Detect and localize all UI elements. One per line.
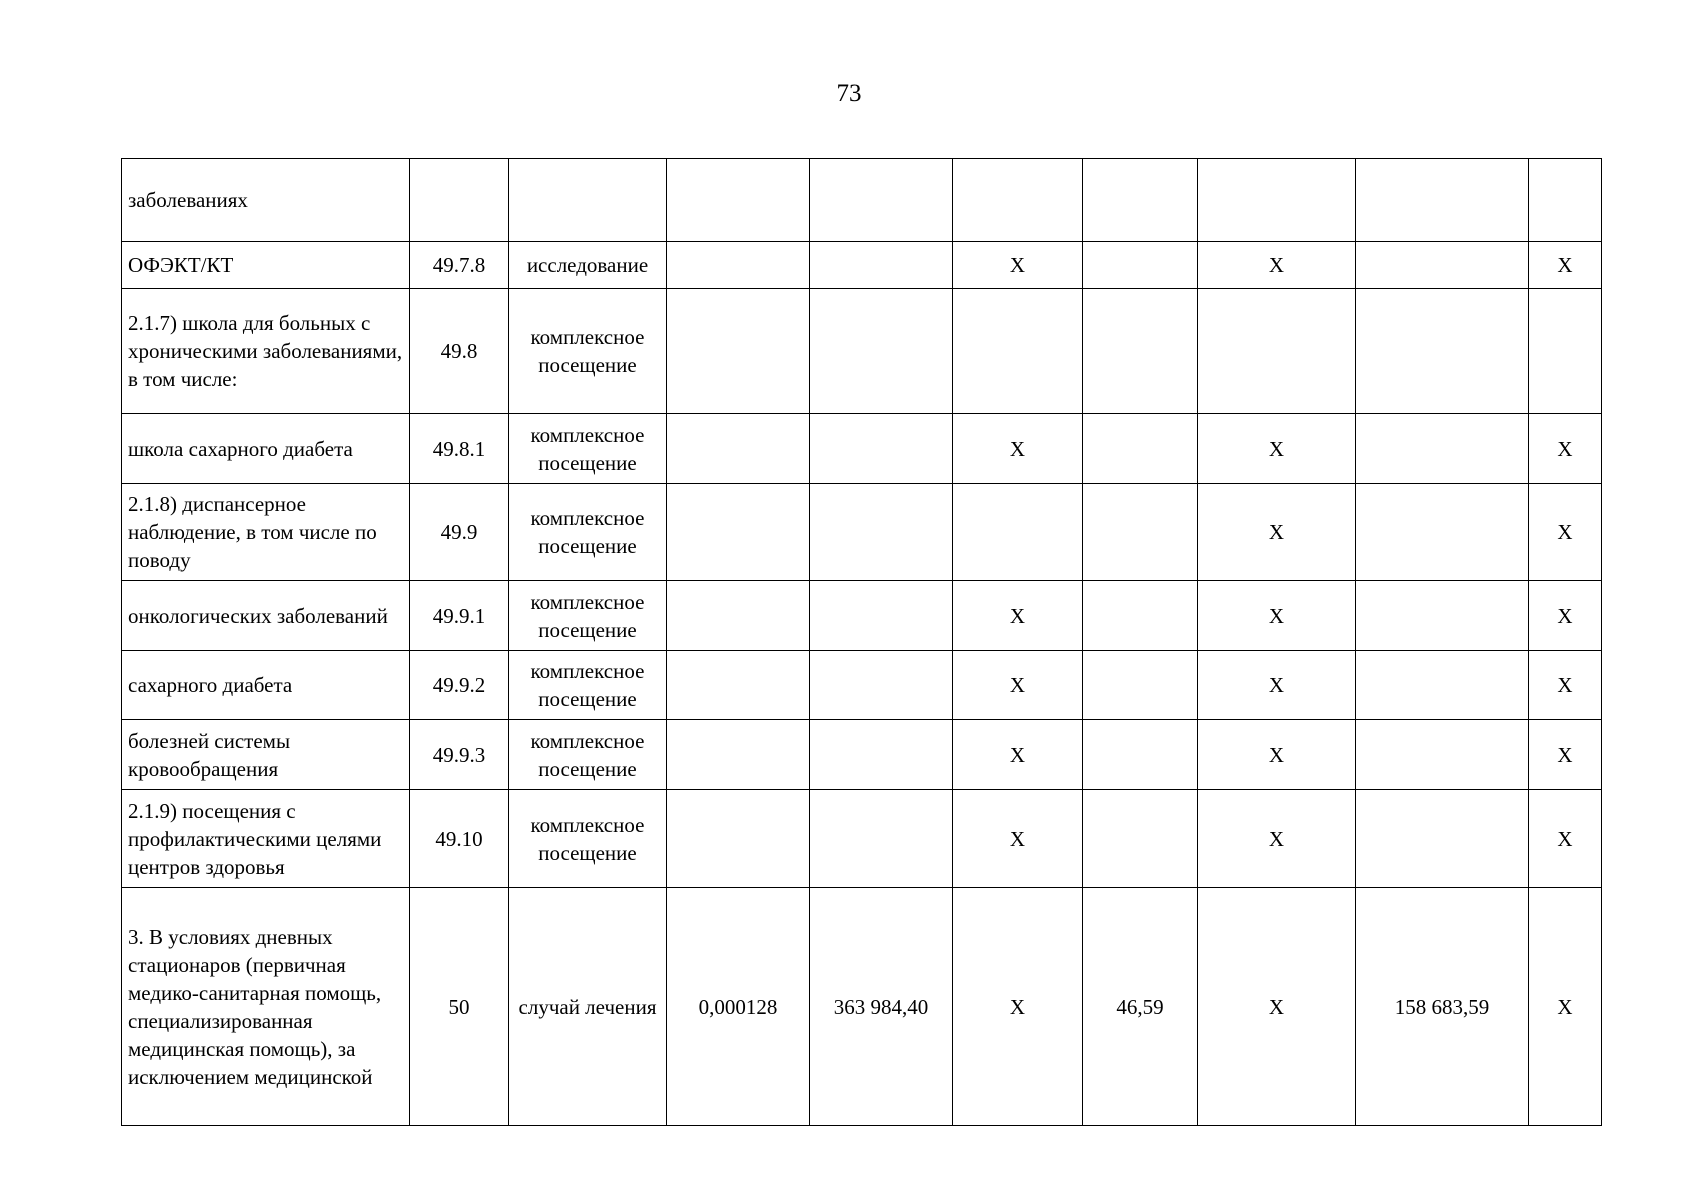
code-cell: 49.7.8 <box>410 242 509 289</box>
value-cell: 46,59 <box>1083 888 1198 1126</box>
value-cell <box>667 159 810 242</box>
code-cell: 49.10 <box>410 790 509 888</box>
value-cell: X <box>1529 484 1602 581</box>
row-name-cell: 2.1.7) школа для больных с хроническими заболеваниями, в том числе: <box>122 289 410 414</box>
table-row <box>122 790 1602 888</box>
value-cell: X <box>953 790 1083 888</box>
value-cell: 0,000128 <box>667 888 810 1126</box>
value-cell <box>667 289 810 414</box>
value-cell <box>667 651 810 720</box>
value-cell <box>953 484 1083 581</box>
code-cell: 49.9.3 <box>410 720 509 790</box>
value-cell: X <box>1198 790 1356 888</box>
code-cell: 49.9 <box>410 484 509 581</box>
value-cell: X <box>953 414 1083 484</box>
value-cell <box>1356 159 1529 242</box>
unit-cell <box>509 159 667 242</box>
value-cell <box>667 484 810 581</box>
value-cell <box>1356 242 1529 289</box>
unit-cell: случай лечения <box>509 888 667 1126</box>
value-cell <box>1083 581 1198 651</box>
code-cell: 50 <box>410 888 509 1126</box>
value-cell <box>1356 720 1529 790</box>
value-cell: X <box>1198 484 1356 581</box>
unit-cell: комплексное посещение <box>509 720 667 790</box>
value-cell: 158 683,59 <box>1356 888 1529 1126</box>
value-cell <box>1083 289 1198 414</box>
row-name-cell: 3. В условиях дневных стационаров (первичная медико-санитарная помощь, специализированная медицинская помощь), за исключением медицинской <box>122 888 410 1126</box>
value-cell <box>1529 289 1602 414</box>
value-cell <box>1083 414 1198 484</box>
unit-cell: комплексное посещение <box>509 651 667 720</box>
value-cell <box>1083 242 1198 289</box>
value-cell <box>810 581 953 651</box>
value-cell: X <box>1198 581 1356 651</box>
value-cell: X <box>1198 651 1356 720</box>
value-cell <box>1198 289 1356 414</box>
value-cell: X <box>1198 242 1356 289</box>
row-name-cell: 2.1.8) диспансерное наблюдение, в том числе по поводу <box>122 484 410 581</box>
table-row <box>122 581 1602 651</box>
value-cell: X <box>1198 414 1356 484</box>
table-row <box>122 289 1602 414</box>
value-cell: X <box>1529 414 1602 484</box>
value-cell <box>1083 651 1198 720</box>
page-number: 73 <box>836 80 862 107</box>
value-cell <box>1356 414 1529 484</box>
value-cell <box>1356 651 1529 720</box>
table-row <box>122 242 1602 289</box>
unit-cell: комплексное посещение <box>509 581 667 651</box>
table-row <box>122 888 1602 1126</box>
row-name-cell: школа сахарного диабета <box>122 414 410 484</box>
code-cell: 49.8 <box>410 289 509 414</box>
value-cell <box>1198 159 1356 242</box>
row-name-cell: ОФЭКТ/КТ <box>122 242 410 289</box>
value-cell <box>953 289 1083 414</box>
value-cell: X <box>1529 581 1602 651</box>
value-cell: X <box>1529 790 1602 888</box>
value-cell <box>810 159 953 242</box>
row-name-cell: болезней системы кровообращения <box>122 720 410 790</box>
value-cell: X <box>1529 651 1602 720</box>
table-row <box>122 414 1602 484</box>
code-cell: 49.8.1 <box>410 414 509 484</box>
data-table <box>121 158 1602 1126</box>
value-cell: X <box>1529 242 1602 289</box>
code-cell <box>410 159 509 242</box>
code-cell: 49.9.1 <box>410 581 509 651</box>
table-row <box>122 720 1602 790</box>
value-cell <box>1356 581 1529 651</box>
code-cell: 49.9.2 <box>410 651 509 720</box>
unit-cell: комплексное посещение <box>509 484 667 581</box>
row-name-cell: онкологических заболеваний <box>122 581 410 651</box>
value-cell <box>1356 484 1529 581</box>
value-cell <box>810 242 953 289</box>
value-cell <box>1356 289 1529 414</box>
value-cell <box>1083 159 1198 242</box>
row-name-cell: 2.1.9) посещения с профилактическими целями центров здоровья <box>122 790 410 888</box>
value-cell <box>1529 159 1602 242</box>
unit-cell: комплексное посещение <box>509 790 667 888</box>
value-cell <box>1083 790 1198 888</box>
value-cell <box>810 484 953 581</box>
value-cell <box>1083 484 1198 581</box>
row-name-cell: заболеваниях <box>122 159 410 242</box>
value-cell <box>667 414 810 484</box>
value-cell <box>1356 790 1529 888</box>
value-cell: X <box>953 651 1083 720</box>
unit-cell: комплексное посещение <box>509 289 667 414</box>
value-cell <box>810 651 953 720</box>
value-cell <box>667 242 810 289</box>
value-cell: X <box>953 888 1083 1126</box>
value-cell <box>810 414 953 484</box>
value-cell <box>810 790 953 888</box>
value-cell <box>953 159 1083 242</box>
table-row <box>122 484 1602 581</box>
value-cell <box>667 581 810 651</box>
value-cell: X <box>1198 888 1356 1126</box>
value-cell <box>810 289 953 414</box>
value-cell <box>667 720 810 790</box>
unit-cell: исследование <box>509 242 667 289</box>
value-cell: X <box>1198 720 1356 790</box>
unit-cell: комплексное посещение <box>509 414 667 484</box>
value-cell <box>810 720 953 790</box>
value-cell: X <box>1529 888 1602 1126</box>
value-cell: X <box>1529 720 1602 790</box>
value-cell: X <box>953 242 1083 289</box>
value-cell: 363 984,40 <box>810 888 953 1126</box>
value-cell: X <box>953 720 1083 790</box>
table-row <box>122 651 1602 720</box>
value-cell <box>667 790 810 888</box>
row-name-cell: сахарного диабета <box>122 651 410 720</box>
table-row <box>122 159 1602 242</box>
value-cell <box>1083 720 1198 790</box>
value-cell: X <box>953 581 1083 651</box>
